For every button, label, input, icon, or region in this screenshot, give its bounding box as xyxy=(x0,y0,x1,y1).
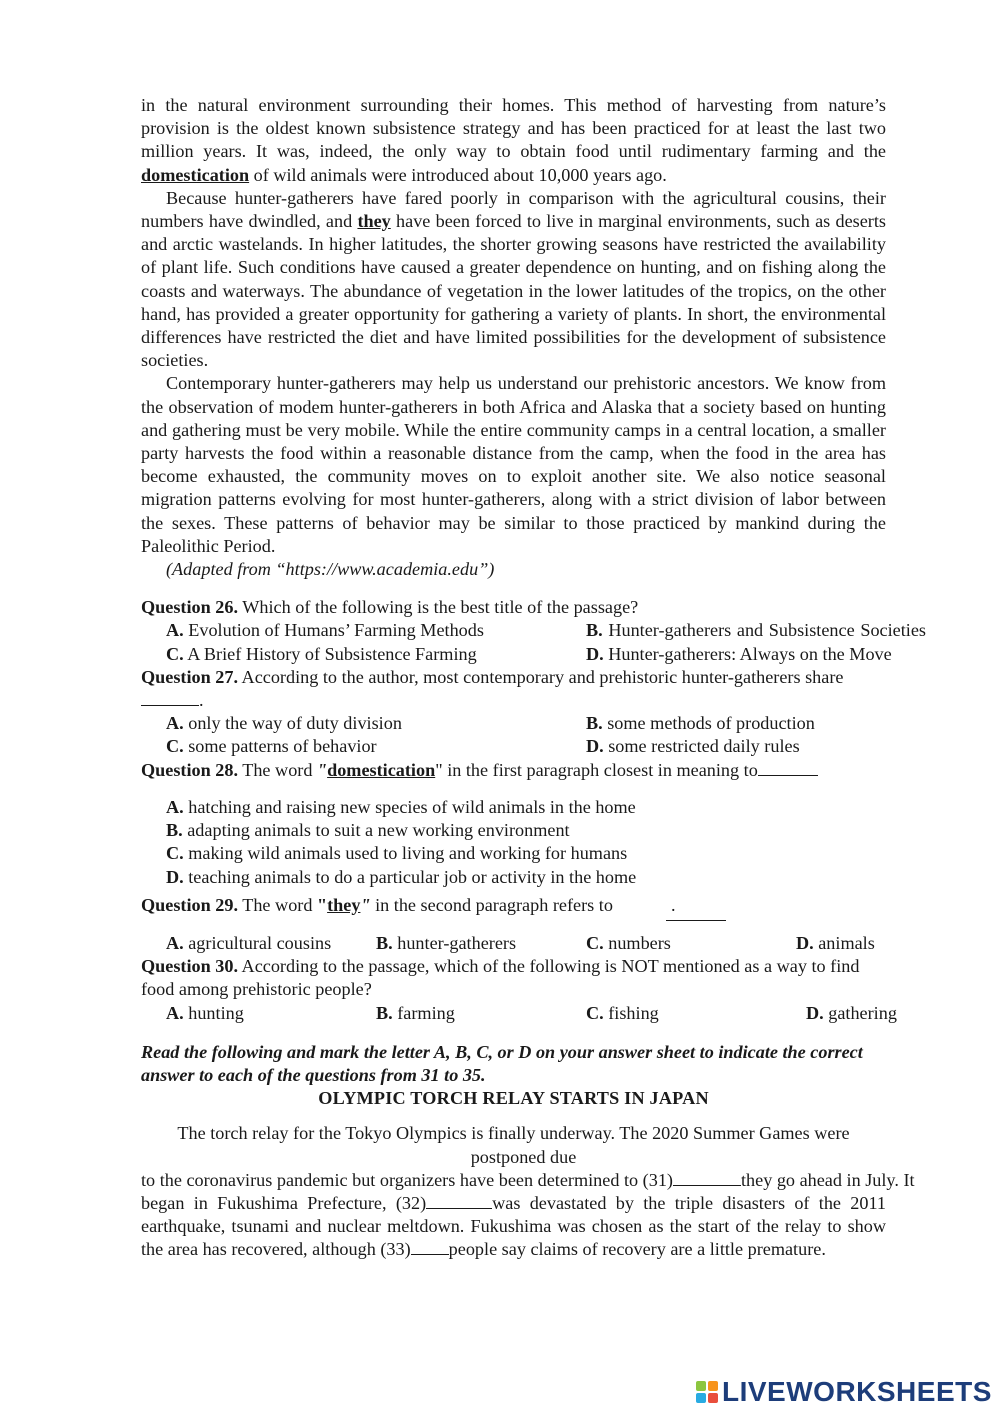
answer-option-b[interactable]: B. Hunter-gatherers and Subsistence Societies xyxy=(586,620,926,641)
answer-option-d[interactable]: D. teaching animals to do a particular job or activity in the home xyxy=(166,866,637,887)
section-instruction: Read the following and mark the letter A, B, C, or D on your answer sheet to indicate the correct answer to each of the questions from 31 to 35. xyxy=(141,1041,863,1085)
question-27: Question 27. According to the author, most contemporary and prehistoric hunter-gatherers share. A. only the way of duty division B. some methods of production C. some patterns of behavior D. some restricted daily rules xyxy=(141,666,886,759)
reading-title: OLYMPIC TORCH RELAY STARTS IN JAPAN xyxy=(318,1088,709,1109)
reading-line-1: The torch relay for the Tokyo Olympics is finally underway. The 2020 Summer Games were xyxy=(177,1123,850,1144)
question-26: Question 26. Which of the following is the best title of the passage? A. Evolution of Humans’ Farming Methods B. Hunter-gatherers and Subsistence Societies C. A Brief History of Subsistence Farming D. Hunter-gatherers: Always on the Move xyxy=(141,596,886,666)
answer-option-d[interactable]: D. some restricted daily rules xyxy=(586,736,800,757)
highlighted-word-they: they xyxy=(357,211,391,232)
source-credit: (Adapted from “https://www.academia.edu”) xyxy=(166,559,495,580)
question-30: Question 30. According to the passage, which of the following is NOT mentioned as a way to find food among prehistoric people? A. hunting B. farming C. fishing D. gathering xyxy=(141,955,886,1025)
logo-mark-icon xyxy=(696,1381,718,1403)
liveworksheets-logo xyxy=(696,1377,992,1407)
answer-option-b[interactable]: B. farming xyxy=(376,1002,455,1023)
answer-blank-32[interactable] xyxy=(426,1194,492,1209)
passage-paragraph-2: Because hunter-gatherers have fared poorly in comparison with the agricultural cousins, their numbers have dwindled, and they have been forced to live in marginal environments, such as deserts and arctic wastelands. In higher latitudes, the shorter growing seasons have restricted the availability of plant life. Such conditions have caused a greater dependence on hunting, and on fishing along the coasts and waterways. The abundance of vegetation in the lower latitudes of the tropics, on the other hand, has provided a greater opportunity for gathering a variety of plants. In short, the environmental differences have restricted the diet and have limited possibilities for the development of subsistence societies. xyxy=(141,187,886,371)
highlighted-word-they: they xyxy=(327,894,361,915)
answer-option-a[interactable]: A. Evolution of Humans’ Farming Methods xyxy=(166,620,484,641)
question-28: Question 28. The word "domestication" in the first paragraph closest in meaning to A. hatching and raising new species of wild animals in the home B. adapting animals to suit a new working environment C. making wild animals used to living and working for humans D. teaching animals to do a particular job or activity in the home xyxy=(141,759,886,889)
answer-option-b[interactable]: B. hunter-gatherers xyxy=(376,932,517,953)
highlighted-word-domestication: domestication xyxy=(141,164,250,185)
answer-option-b[interactable]: B. adapting animals to suit a new working environment xyxy=(166,820,570,841)
passage-paragraph-3: Contemporary hunter-gatherers may help us understand our prehistoric ancestors. We know from the observation of modem hunter-gatherers in both Africa and Alaska that a society based on hunting and gathering must be very mobile. While the entire community camps in a central location, a smaller party harvests the food within a reasonable distance from the camp, when the food in the area has become exhausted, the community moves on to exploit another site. We also notice seasonal migration patterns evolving for most hunter-gatherers, along with a strict division of labor between the sexes. These patterns of behavior may be similar to those practiced by mankind during the Paleolithic Period. xyxy=(141,373,886,556)
answer-option-c[interactable]: C. some patterns of behavior xyxy=(166,736,377,757)
answer-option-a[interactable]: A. only the way of duty division xyxy=(166,713,402,734)
answer-blank-33[interactable] xyxy=(411,1240,449,1255)
question-29: Question 29. The word "they" in the second paragraph refers to . A. agricultural cousins B. hunter-gatherers C. numbers D. animals xyxy=(141,894,886,955)
answer-option-a[interactable]: A. hunting xyxy=(166,1002,244,1023)
answer-option-c[interactable]: C. A Brief History of Subsistence Farming xyxy=(166,643,477,664)
answer-option-a[interactable]: A. hatching and raising new species of wild animals in the home xyxy=(166,796,636,817)
answer-option-d[interactable]: D. Hunter-gatherers: Always on the Move xyxy=(586,643,892,664)
answer-option-a[interactable]: A. agricultural cousins xyxy=(166,932,332,953)
worksheet-page xyxy=(141,94,926,1262)
answer-option-c[interactable]: C. making wild animals used to living and working for humans xyxy=(166,843,628,864)
answer-blank xyxy=(141,691,199,706)
answer-blank xyxy=(666,906,726,921)
passage-paragraph-1: in the natural environment surrounding their homes. This method of harvesting from nature’s provision is the oldest known subsistence strategy and has been practiced for at least the last two million years. It was, indeed, the only way to obtain food until rudimentary farming and the domestication of wild animals were introduced about 10,000 years ago. xyxy=(141,95,886,185)
answer-blank-31[interactable] xyxy=(673,1171,741,1186)
logo-text: LIVEWORKSHEETS xyxy=(722,1376,992,1407)
answer-option-c[interactable]: C. fishing xyxy=(586,1002,659,1023)
reading-line-3: to the coronavirus pandemic but organizers have been determined to (31) they go ahead in July. It xyxy=(141,1169,915,1190)
reading-line-4: began in Fukushima Prefecture, (32) was devastated by the triple disasters of the 2011 earthquake, tsunami and nuclear meltdown. Fukushima was chosen as the start of the relay to show the area has recovered, although (33) people say claims of recovery are a little premature. xyxy=(141,1192,886,1260)
answer-option-c[interactable]: C. numbers xyxy=(586,932,671,953)
answer-blank xyxy=(758,761,818,776)
answer-option-d[interactable]: D. gathering xyxy=(806,1002,897,1023)
reading-line-2: postponed due xyxy=(470,1146,577,1167)
answer-option-b[interactable]: B. some methods of production xyxy=(586,713,815,734)
answer-option-d[interactable]: D. animals xyxy=(796,932,875,953)
highlighted-word-domestication: domestication xyxy=(327,759,436,780)
